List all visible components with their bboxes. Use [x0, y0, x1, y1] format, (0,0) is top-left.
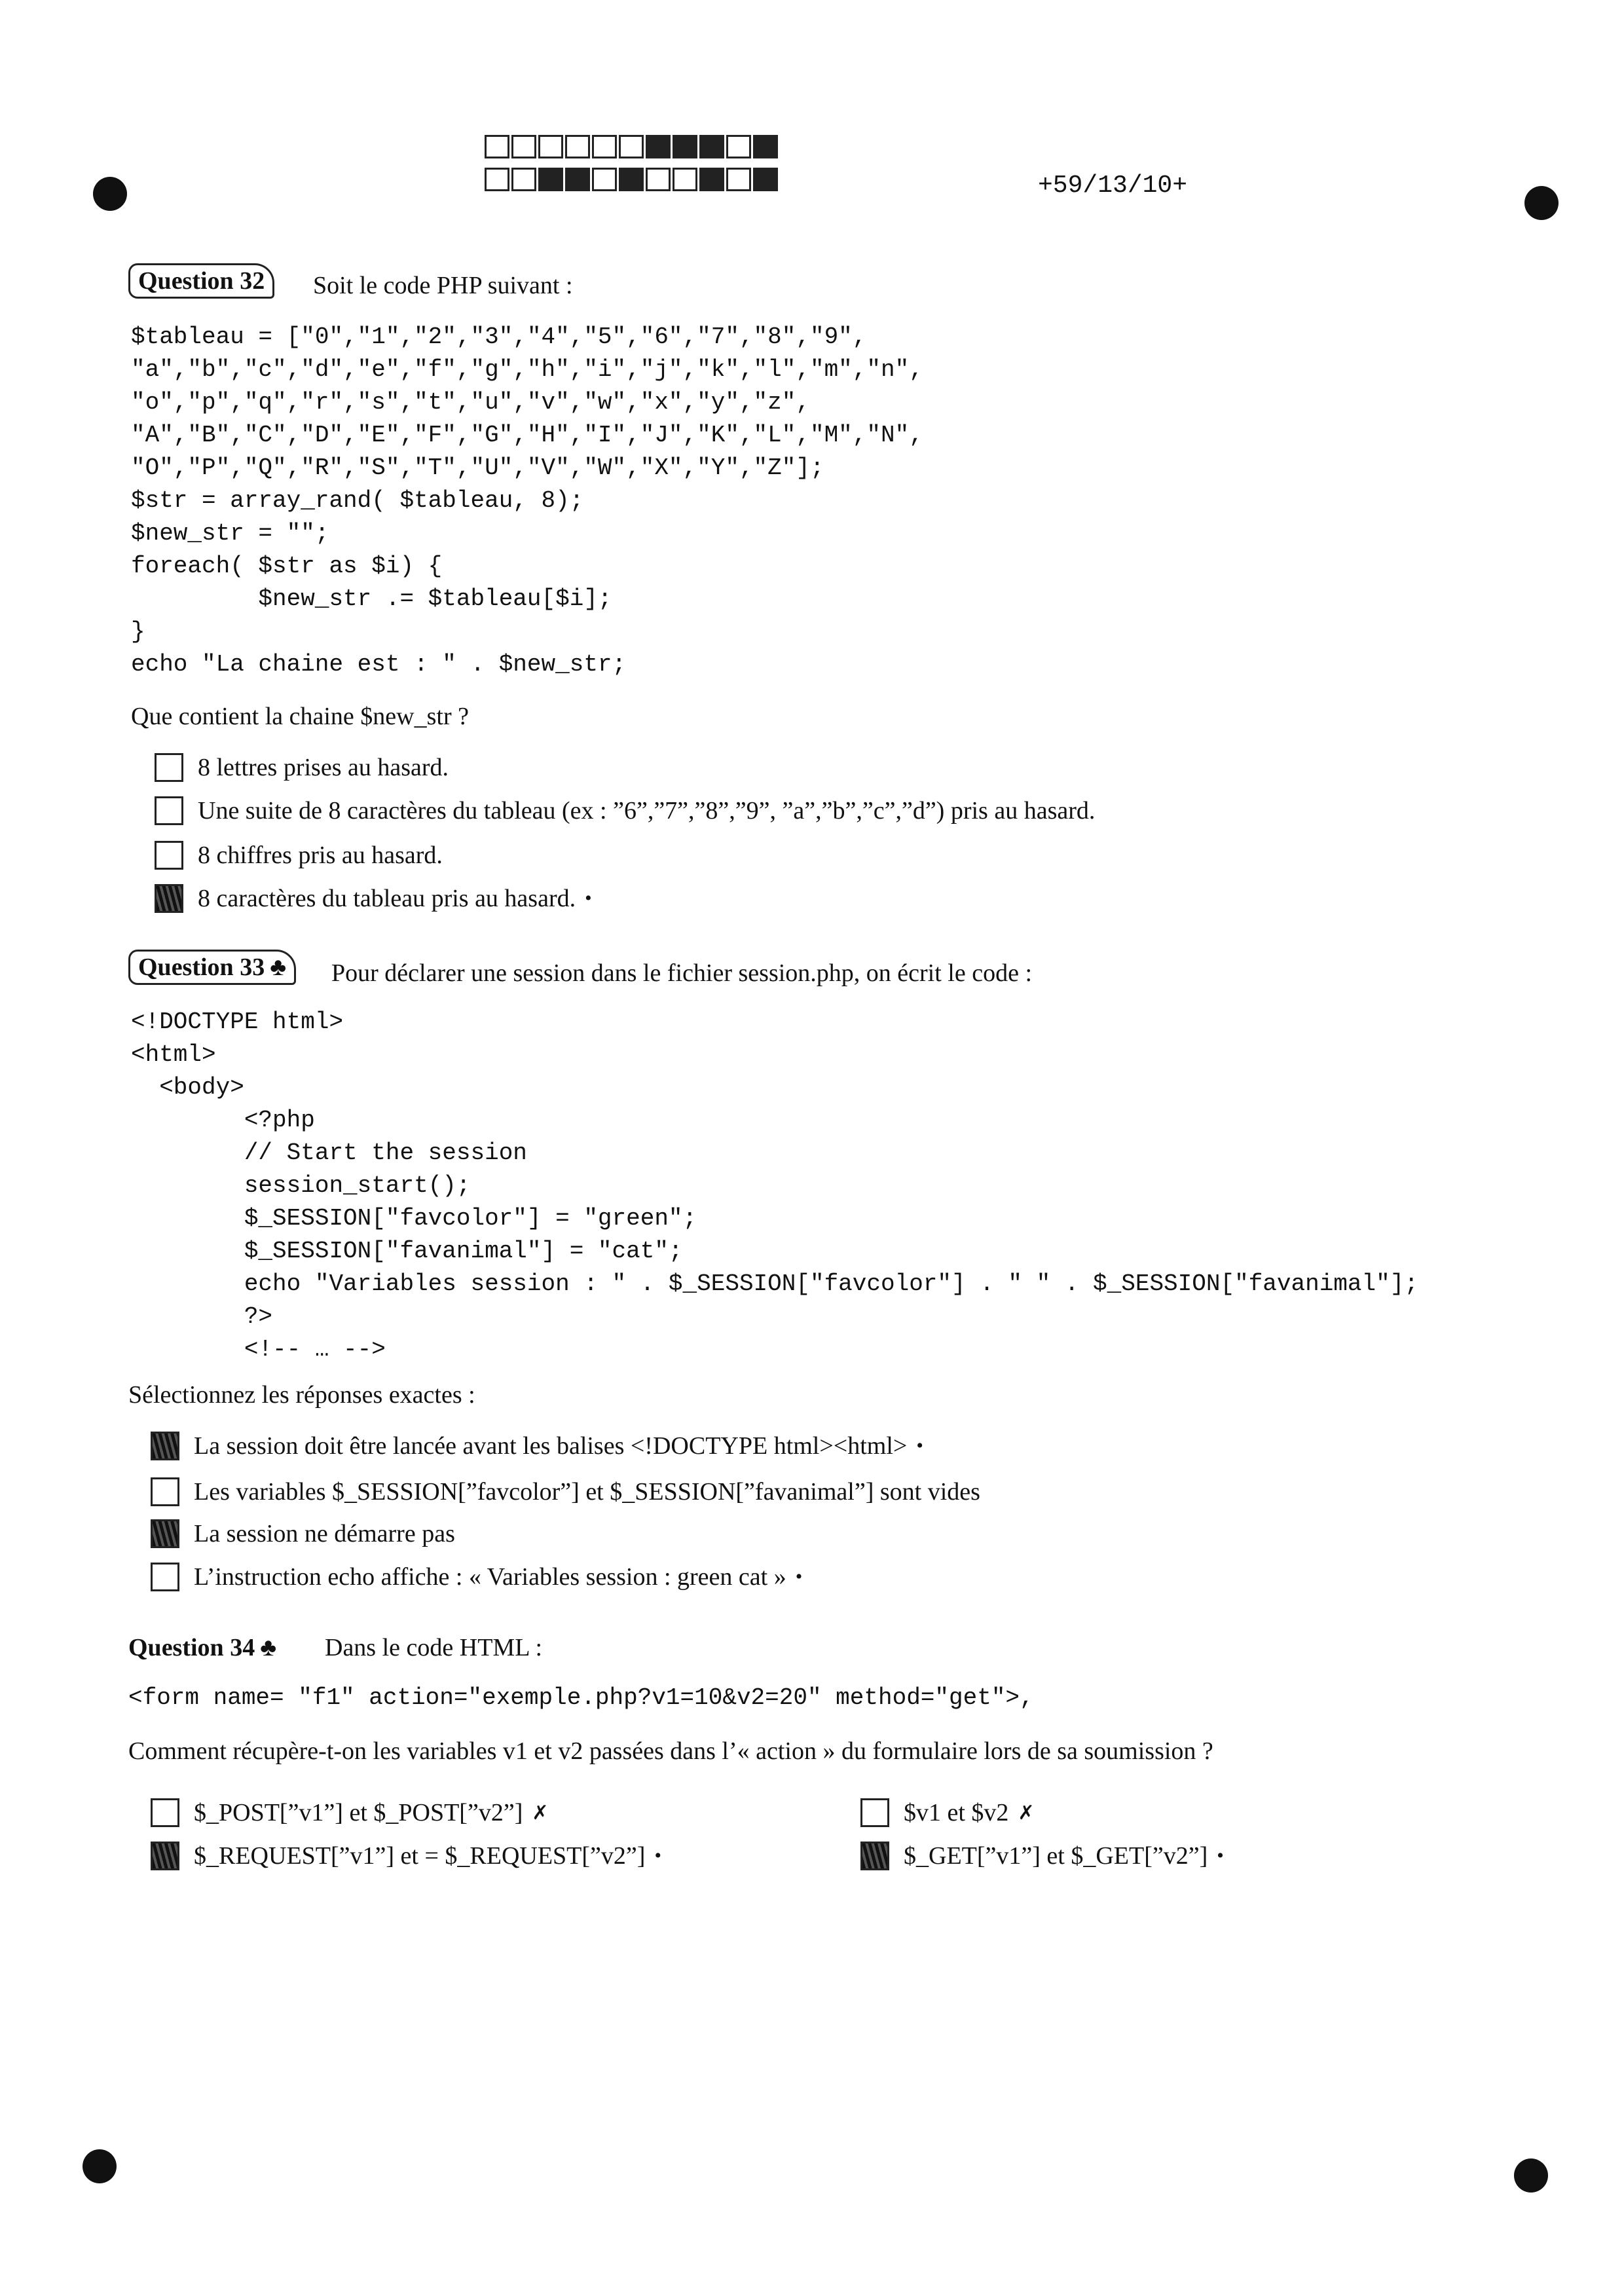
q34-option-1-mark: ✗ — [532, 1802, 549, 1824]
barcode-cell — [619, 135, 644, 158]
q33-option-4-checkbox[interactable] — [151, 1563, 179, 1591]
q33-option-1[interactable] — [151, 1432, 923, 1460]
q32-option-1-label: 8 lettres prises au hasard. — [198, 754, 449, 781]
barcode-cell — [538, 135, 563, 158]
q32-option-1-checkbox[interactable] — [155, 753, 183, 782]
question-33-prompt: Pour déclarer une session dans le fichier session.php, on écrit le code : — [331, 959, 1033, 987]
q33-option-1-label: La session doit être lancée avant les balises <!DOCTYPE html><html> — [194, 1432, 908, 1460]
barcode-cell — [565, 135, 590, 158]
q32-option-2[interactable] — [155, 796, 1104, 825]
question-32-prompt: Soit le code PHP suivant : — [313, 272, 573, 299]
q32-option-3-label: 8 chiffres pris au hasard. — [198, 842, 443, 869]
barcode-cell — [511, 168, 536, 191]
q34-option-2[interactable] — [860, 1798, 1035, 1827]
club-icon: ♣ — [270, 954, 287, 981]
registration-mark-bottom-right — [1514, 2158, 1548, 2193]
q32-option-4[interactable] — [155, 884, 592, 913]
q34-option-4-mark: • — [1217, 1845, 1224, 1866]
q33-option-2-checkbox[interactable] — [151, 1477, 179, 1506]
q33-option-1-mark: • — [916, 1435, 923, 1456]
q34-option-1[interactable] — [151, 1798, 549, 1827]
q33-option-4-label: L’instruction echo affiche : « Variables session : green cat » — [194, 1563, 786, 1591]
question-34-title — [128, 1633, 276, 1662]
q34-option-2-label: $v1 et $v2 — [904, 1799, 1009, 1826]
q33-option-3[interactable] — [151, 1519, 464, 1548]
question-33-title-text: Question 33 — [138, 954, 265, 981]
q32-option-3-checkbox[interactable] — [155, 841, 183, 870]
q33-option-4[interactable] — [151, 1563, 802, 1591]
barcode-cell — [592, 135, 617, 158]
q32-option-4-checkbox[interactable] — [155, 884, 183, 913]
question-32-code: $tableau = ["0","1","2","3","4","5","6","7","8","9", "a","b","c","d","e","f","g","h","i","j","k","l","m","n", "o","p","q","r","s","t","u","v","w","x","y","z", "A","B","C","D","E","F","G","H","I","J","K","L","M","N", "O","P","Q","R","S","T","U","V","W","X","Y","Z"]; $str = array_rand( $tableau, 8); $new_str = ""; foreach( $str as $i) { $new_str .= $tableau[$i]; } echo "La chaine est : " . $new_str; — [131, 324, 923, 678]
q32-option-4-mark: • — [585, 887, 592, 909]
q34-option-4-label: $_GET[”v1”] et $_GET[”v2”] — [904, 1842, 1208, 1870]
registration-mark-top-right — [1524, 186, 1559, 220]
barcode-cell — [699, 135, 724, 158]
barcode-cell — [511, 135, 536, 158]
q33-option-4-mark: • — [795, 1566, 803, 1587]
q34-option-3-mark: • — [654, 1845, 661, 1866]
barcode-cell — [753, 168, 778, 191]
q34-option-4-checkbox[interactable] — [860, 1842, 889, 1870]
question-34-prompt: Dans le code HTML : — [325, 1634, 543, 1661]
q34-option-2-checkbox[interactable] — [860, 1798, 889, 1827]
registration-mark-bottom-left — [83, 2149, 117, 2183]
q32-option-1[interactable] — [155, 753, 458, 782]
q34-option-1-label: $_POST[”v1”] et $_POST[”v2”] — [194, 1799, 523, 1826]
q34-option-2-mark: ✗ — [1018, 1802, 1035, 1824]
q34-option-3-label: $_REQUEST[”v1”] et = $_REQUEST[”v2”] — [194, 1842, 646, 1870]
barcode-row-2 — [485, 168, 780, 191]
question-33-title — [128, 950, 296, 985]
q34-option-3[interactable] — [151, 1842, 661, 1870]
question-33-question: Sélectionnez les réponses exactes : — [128, 1381, 475, 1409]
barcode-cell — [646, 168, 671, 191]
barcode-cell — [646, 135, 671, 158]
barcode-cell — [485, 135, 509, 158]
barcode-cell — [538, 168, 563, 191]
q32-option-3[interactable] — [155, 841, 452, 870]
q33-option-3-label: La session ne démarre pas — [194, 1520, 455, 1547]
question-34-code: <form name= "f1" action="exemple.php?v1=10&v2=20" method="get">, — [128, 1684, 1034, 1711]
q32-option-2-checkbox[interactable] — [155, 796, 183, 825]
registration-mark-top-left — [93, 177, 127, 211]
club-icon: ♣ — [260, 1634, 277, 1661]
q33-option-2-label: Les variables $_SESSION[”favcolor”] et $_SESSION[”favanimal”] sont vides — [194, 1478, 980, 1506]
barcode-cell — [673, 135, 697, 158]
barcode-cell — [673, 168, 697, 191]
barcode-cell — [726, 168, 751, 191]
q34-option-3-checkbox[interactable] — [151, 1842, 179, 1870]
barcode-cell — [565, 168, 590, 191]
q32-option-4-label: 8 caractères du tableau pris au hasard. — [198, 885, 576, 912]
question-34-title-text: Question 34 — [128, 1634, 255, 1661]
q33-option-1-checkbox[interactable] — [151, 1432, 179, 1460]
barcode-cell — [699, 168, 724, 191]
barcode-cell — [485, 168, 509, 191]
barcode-cell — [753, 135, 778, 158]
question-33-code: <!DOCTYPE html> <html> <body> <?php // Start the session session_start(); $_SESSION["favcolor"] = "green"; $_SESSION["favanimal"] = "cat"; echo "Variables session : " . $_SESSION["favcolor"] . " " . $_SESSION["favanimal"]; ?> <!-- … --> — [131, 1009, 1418, 1363]
q34-option-4[interactable] — [860, 1842, 1224, 1870]
q33-option-2[interactable] — [151, 1477, 989, 1506]
barcode-row-1 — [485, 135, 780, 158]
q34-option-1-checkbox[interactable] — [151, 1798, 179, 1827]
barcode-cell — [619, 168, 644, 191]
q32-option-2-label: Une suite de 8 caractères du tableau (ex : ”6”,”7”,”8”,”9”, ”a”,”b”,”c”,”d”) pris au hasard. — [198, 797, 1096, 824]
barcode-cell — [726, 135, 751, 158]
question-32-title: Question 32 — [128, 263, 274, 299]
exam-id: +59/13/10+ — [1038, 172, 1188, 200]
barcode-cell — [592, 168, 617, 191]
question-34-question: Comment récupère-t-on les variables v1 et v2 passées dans l’« action » du formulaire lors de sa soumission ? — [128, 1737, 1213, 1765]
question-32-question: Que contient la chaine $new_str ? — [131, 703, 469, 730]
q33-option-3-checkbox[interactable] — [151, 1519, 179, 1548]
